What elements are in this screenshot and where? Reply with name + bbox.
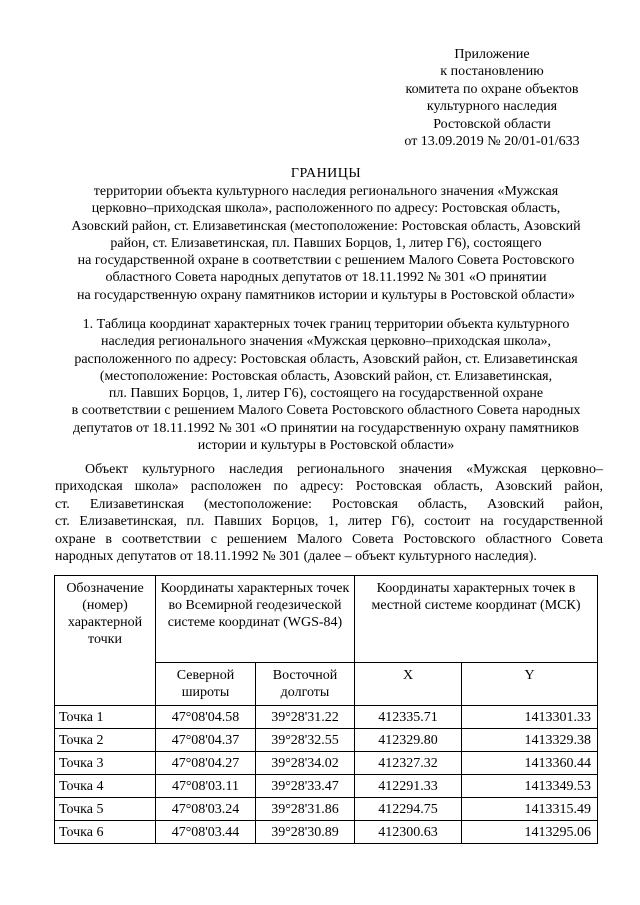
point-name: Точка 3 [55, 752, 156, 775]
point-y: 1413349.53 [462, 775, 598, 798]
point-x: 412291.33 [355, 775, 462, 798]
header-msk: Координаты характерных точек в местной системе координат (МСК) [355, 576, 598, 663]
paragraph-line: ст. Елизаветинская, пл. Павших Борцов, 1, литер Г6), состоит на государственной [55, 514, 603, 530]
point-name: Точка 6 [55, 821, 156, 844]
point-name: Точка 5 [55, 798, 156, 821]
annex-line: Приложение [454, 47, 530, 62]
point-east: 39°28'30.89 [256, 821, 355, 844]
header-x: X [355, 663, 462, 706]
point-x: 412329.80 [355, 729, 462, 752]
point-east: 39°28'31.86 [256, 798, 355, 821]
annex-line: к постановлению [440, 64, 544, 80]
table-row [55, 775, 598, 798]
table-heading-line: пл. Павших Борцов, 1, литер Г6), состоящего на государственной охране [108, 386, 544, 402]
title-line: Азовский район, ст. Елизаветинская (местоположение: Ростовская область, Азовский [71, 218, 581, 234]
point-y: 1413315.49 [462, 798, 598, 821]
table-heading-line: (местоположение: Ростовская область, Азовский район, ст. Елизаветинская, [99, 368, 553, 384]
paragraph-line: охране в соответствии с решением Малого Совета Ростовского областного Совета [55, 531, 603, 547]
point-north: 47°08'04.37 [156, 729, 256, 752]
title-word: ГРАНИЦЫ [290, 166, 362, 181]
table-row [55, 798, 598, 821]
table-heading-line: в соответствии с решением Малого Совета Ростовского областного Совета народных [71, 403, 581, 419]
annex-line: от 13.09.2019 № 20/01-01/633 [404, 133, 580, 149]
point-east: 39°28'34.02 [256, 752, 355, 775]
paragraph-line: ст. Елизаветинская (местоположение: Ростовская область, Азовский район, [55, 496, 603, 512]
point-name: Точка 1 [55, 706, 156, 729]
point-north: 47°08'03.11 [156, 775, 256, 798]
coordinates-table [54, 575, 598, 844]
point-east: 39°28'31.22 [256, 706, 355, 729]
point-x: 412327.32 [355, 752, 462, 775]
table-row [55, 729, 598, 752]
point-north: 47°08'04.58 [156, 706, 256, 729]
point-name: Точка 4 [55, 775, 156, 798]
point-x: 412294.75 [355, 798, 462, 821]
table-heading [40, 316, 612, 454]
point-y: 1413301.33 [462, 706, 598, 729]
point-north: 47°08'03.44 [156, 821, 256, 844]
point-north: 47°08'03.24 [156, 798, 256, 821]
header-wgs: Координаты характерных точек во Всемирной геодезической системе координат (WGS-84) [156, 576, 355, 663]
annex-header [372, 46, 612, 150]
table-row [55, 821, 598, 844]
point-y: 1413360.44 [462, 752, 598, 775]
table-heading-line: наследия регионального значения «Мужская церковно–приходская школа», [100, 334, 552, 350]
paragraph-line: Объект культурного наследия регионального значения «Мужская церковно– [85, 462, 603, 477]
description-paragraph [55, 461, 603, 565]
table-heading-line: депутатов от 18.11.1992 № 301 «О принятии на государственную охрану памятников [72, 420, 580, 436]
title-line: район, ст. Елизаветинская, пл. Павших Борцов, 1, литер Г6), состоящего [110, 235, 542, 251]
point-east: 39°28'33.47 [256, 775, 355, 798]
header-east: Восточной долготы [256, 663, 355, 706]
point-x: 412300.63 [355, 821, 462, 844]
point-x: 412335.71 [355, 706, 462, 729]
point-east: 39°28'32.55 [256, 729, 355, 752]
header-north: Северной широты [156, 663, 256, 706]
table-row [55, 752, 598, 775]
header-y: Y [462, 663, 598, 706]
table-heading-line: 1. Таблица координат характерных точек границ территории объекта культурного [82, 317, 570, 332]
annex-line: культурного наследия [426, 99, 558, 115]
title-line: церковно–приходская школа», расположенного по адресу: Ростовская область, [91, 201, 561, 217]
point-y: 1413295.06 [462, 821, 598, 844]
annex-line: Ростовской области [433, 116, 551, 132]
header-designation: Обозначение (номер) характерной точки [55, 576, 156, 706]
title-line: областного Совета народных депутатов от 18.11.1992 № 301 «О принятии [105, 270, 547, 286]
title-line: на государственной охране в соответствии с решением Малого Совета Ростовского [77, 253, 575, 269]
table-heading-line: истории и культуры в Ростовской области» [197, 438, 455, 454]
paragraph-line: народных депутатов от 18.11.1992 № 301 (далее – объект культурного наследия). [55, 549, 537, 565]
table-heading-line: расположенного по адресу: Ростовская область, Азовский район, ст. Елизаветинская [74, 351, 578, 367]
table-header-row [55, 576, 598, 663]
title-line: на государственную охрану памятников истории и культуры в Ростовской области» [76, 287, 576, 303]
annex-line: комитета по охране объектов [405, 81, 579, 97]
document-title [40, 165, 612, 304]
paragraph-line: приходская школа» расположен по адресу: Ростовская область, Азовский район, [55, 479, 603, 495]
point-name: Точка 2 [55, 729, 156, 752]
point-north: 47°08'04.27 [156, 752, 256, 775]
table-row [55, 706, 598, 729]
title-line: территории объекта культурного наследия регионального значения «Мужская [93, 184, 559, 199]
point-y: 1413329.38 [462, 729, 598, 752]
